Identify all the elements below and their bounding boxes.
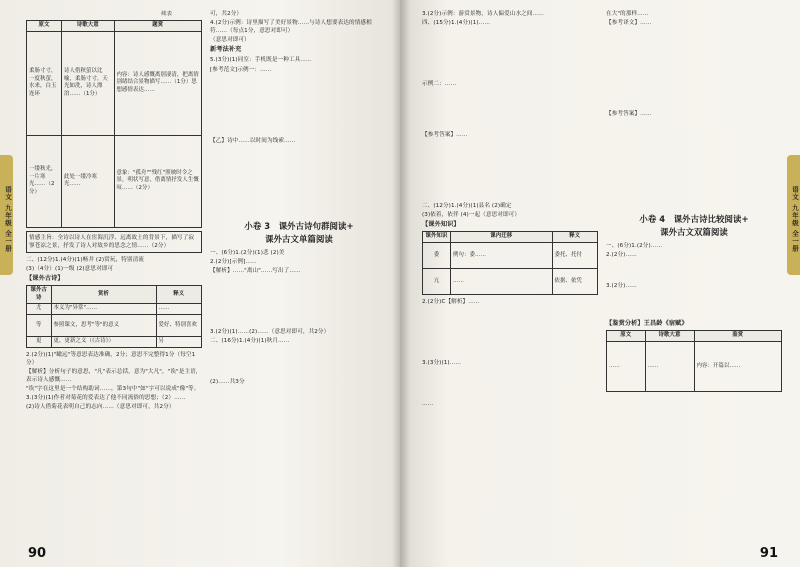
table-header: 释义 [552, 232, 598, 243]
theme-note: 情感主旨：全诗以诗人在宦海沉浮、远离故土的背景下，描写了寂寥苍凉之景，抒发了诗人对故乡的思念之情……（2分） [26, 231, 202, 253]
unit-title: 小卷 4 课外古诗比较阅读+ [639, 214, 749, 225]
table-row [27, 304, 202, 315]
section-heading: 【课外古诗】 [26, 275, 64, 283]
table-header: 课外古诗 [27, 286, 52, 304]
vocab-table [422, 231, 598, 295]
table-header: 课内迁移 [451, 232, 553, 243]
side-tab-right: 语文 九年级 全一册 [787, 155, 800, 275]
paragraph: 可，共2分） [210, 11, 243, 17]
paragraph: 在大"的那样…… [606, 11, 649, 17]
table-cell: 更 [27, 336, 52, 347]
table-cell: 意象："孤舟""残红"照映时令之景，明状写意，借离情抒发人生慨叹……（2分） [114, 135, 202, 227]
right-page-column-1 [422, 10, 598, 409]
table-cell: 委托、托付 [552, 242, 598, 268]
table-cell: 柔肠寸寸，一度秋萤，水来，白玉连环 [27, 31, 62, 135]
table-cell: 尤 [27, 304, 52, 315]
vocab-table [26, 285, 202, 347]
table-cell: 等 [27, 314, 52, 336]
table-header: 课外知识 [423, 232, 451, 243]
left-page-column-2 [210, 10, 388, 387]
table-cell: 委 [423, 242, 451, 268]
table-row [27, 135, 202, 227]
paragraph: 【参考译文】…… [606, 20, 652, 27]
paragraph: 【乙】诗中……以时间为线索…… [210, 137, 296, 144]
poem-appreciation-table [606, 330, 782, 392]
table-cell: 爱好、特别喜欢 [156, 314, 202, 336]
paragraph: 4.(2分)示例：诗里描写了美好景物……与诗人想要表达的情感相符……（每点1分，意思对即可） [210, 20, 372, 35]
paragraph: 3.(2分)示例：游赏景物，诗人偏爱山水之间…… [422, 11, 544, 17]
paragraph: 2.(2分)C【解析】…… [422, 298, 480, 305]
table-header: 诗歌大意 [62, 21, 115, 32]
table-caption: 续表 [161, 11, 172, 17]
paragraph: 二、(16分)1.(4分)(1)秋月…… [210, 337, 290, 344]
table-row [27, 314, 202, 336]
table-header: 原文 [27, 21, 62, 32]
paragraph: 2.(2分)[示例]…… [210, 258, 257, 265]
table-cell: …… [645, 341, 694, 391]
section-heading: 新考法补充 [210, 46, 242, 54]
paragraph: 3.(2分)(1)……(2)……（意思对即可，共2分） [210, 328, 330, 335]
table-header: 释义 [156, 286, 202, 304]
paragraph: "诶"字在这里是一个结构助词……，第3句中"如"字可以说成"像"等。 [26, 385, 200, 392]
paragraph: 3.(3分)(1)作者对菊花的爱表达了他不同流俗的思想；（2）…… [26, 395, 186, 401]
paragraph: 一、(6分)1.(2分)…… [606, 243, 663, 250]
paragraph: 四、(15分)1.(4分)(1)…… [422, 20, 491, 27]
paragraph: 示例二：…… [422, 81, 457, 88]
section-heading: 【鉴赏分析】王昌龄《宿赋》 [606, 320, 688, 328]
table-row [607, 341, 782, 391]
left-page-column-1 [26, 10, 202, 412]
answer-line: 二、(12分)1.(4分)(1)畅井 (2)赏玩，特别清流 [26, 256, 144, 263]
table-row [423, 242, 598, 268]
table-cell: 此处一缕冷寒光…… [62, 135, 115, 227]
table-cell: 诗人借秋萤以比喻，柔肠寸寸，天光如洗，诗人漂泊……（1分） [62, 31, 115, 135]
poem-appreciation-table [26, 20, 202, 228]
page-number: 90 [28, 546, 47, 561]
table-row [27, 336, 202, 347]
table-cell: 例句：委…… [451, 242, 553, 268]
section-heading: 【课外知识】 [422, 221, 460, 229]
paragraph: 2.(2分)…… [606, 252, 637, 259]
side-tab-left: 语文 九年级 全一册 [0, 155, 13, 275]
answer-line: (3)（4分）(1)一级 (2)意思对即可 [26, 265, 114, 272]
paragraph: 3.(2分)…… [606, 283, 637, 290]
paragraph: 【参考答案】…… [422, 132, 468, 139]
table-cell: 一缕秋光，一片寒光……（2分） [27, 135, 62, 227]
book-gutter [392, 0, 410, 567]
table-cell: …… [451, 268, 553, 294]
paragraph: …… [422, 400, 434, 407]
table-cell: 亢 [423, 268, 451, 294]
paragraph: (2)……共3分 [210, 378, 245, 385]
table-cell: 依据、依凭 [552, 268, 598, 294]
paragraph: [参考范文]示例一：…… [210, 66, 272, 73]
paragraph: 【解析】分析句子的意思，"凡"表示总括，意为"大凡"，"诶"是主语，表示诗人感慨…… [26, 368, 202, 383]
table-cell: 本义为"异常"…… [51, 304, 156, 315]
table-header: 题赏 [114, 21, 202, 32]
table-cell: 内容：诗人感慨离别凄清，把离情别绪结合景物描写……（1分）思想感情表达…… [114, 31, 202, 135]
paragraph: 二、(12分)1.(4分)(1)县名 (2)确定 [422, 203, 512, 210]
paragraph: 【解析】……"离山"……写出了…… [210, 267, 301, 274]
table-row [27, 31, 202, 135]
table-header: 赏析 [51, 286, 156, 304]
paragraph: 一、(6分)1.(2分)(1)悲 (2)美 [210, 249, 285, 256]
table-cell: 内容：开篇以…… [694, 341, 782, 391]
right-page-column-2 [606, 10, 782, 395]
paragraph: (2)诗人借菊花表明自己的志向……（意思对即可，共2分） [26, 404, 175, 411]
unit-subtitle: 课外古文双篇阅读 [660, 227, 728, 238]
table-cell: 更，更新之义（《古诗》） [51, 336, 156, 347]
unit-subtitle: 课外古文单篇阅读 [265, 233, 333, 244]
table-row [423, 268, 598, 294]
table-cell: …… [156, 304, 202, 315]
table-cell: 参照课文，思考"等"的意义 [51, 314, 156, 336]
unit-title: 小卷 3 课外古诗句群阅读+ [244, 220, 354, 231]
paragraph: (3)依着，依伴 (4)一起（意思对即可） [422, 212, 521, 219]
paragraph: 5.(3分)(1)同室：手机既是一种工具…… [210, 57, 312, 64]
paragraph: （意思对即可） [210, 37, 250, 44]
paragraph: 2.(2分)(1)"瞰远"等意思表达准确，2分；意思不完整得1分（每空1分） [26, 351, 196, 366]
table-cell: …… [607, 341, 646, 391]
table-cell: 另 [156, 336, 202, 347]
right-page [400, 0, 800, 567]
table-header: 诗歌大意 [645, 331, 694, 342]
table-header: 鉴赏 [694, 331, 782, 342]
table-header: 原文 [607, 331, 646, 342]
paragraph: 3.(3分)(1)…… [422, 359, 462, 366]
page-number: 91 [759, 546, 778, 561]
paragraph: 【参考答案】…… [606, 111, 652, 118]
